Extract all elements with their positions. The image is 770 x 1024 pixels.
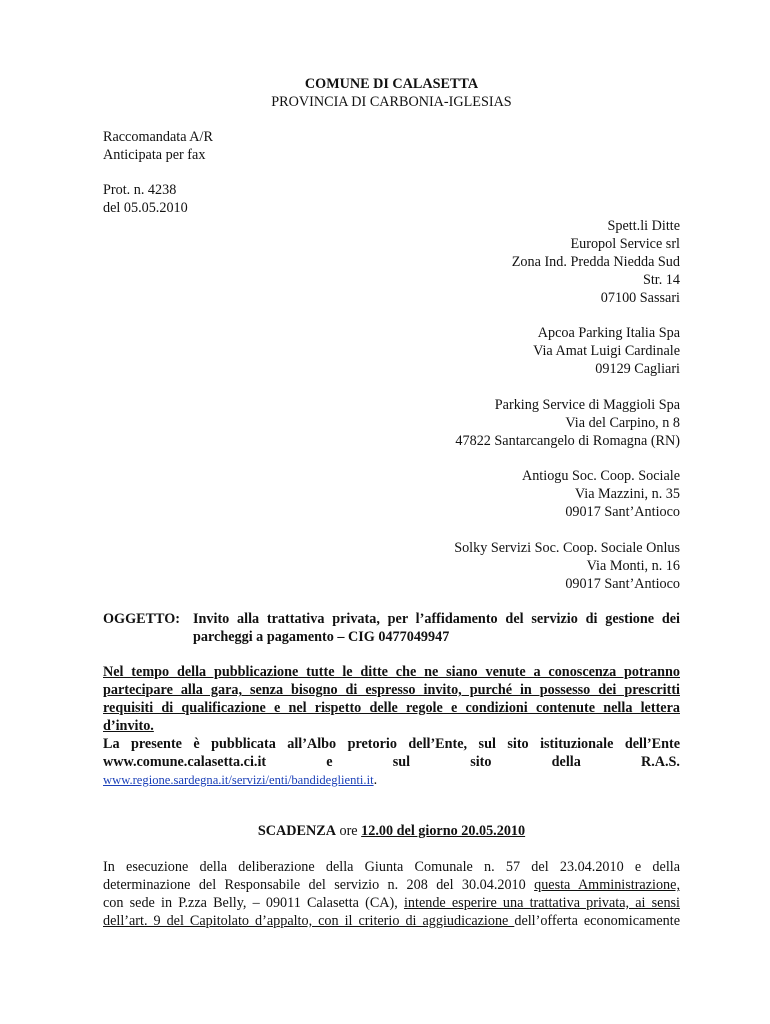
body-line xyxy=(103,912,680,930)
body-line: In esecuzione della deliberazione della Giunta Comunale n. 57 del 23.04.2010 e della xyxy=(103,859,680,875)
body-paragraph xyxy=(103,858,680,930)
body-text: con sede in P.zza Belly, – 09011 Calasetta (CA), xyxy=(103,895,404,911)
letterhead xyxy=(103,75,680,111)
delivery-line: Anticipata per fax xyxy=(103,147,206,163)
comune-title: COMUNE DI CALASETTA xyxy=(304,76,479,92)
address-line: 07100 Sassari xyxy=(600,290,680,306)
protocol-line: Prot. n. 4238 xyxy=(103,182,177,198)
address-line: 09017 Sant’Antioco xyxy=(565,504,680,520)
notice-line: d’invito. xyxy=(103,718,154,734)
recipient-address xyxy=(103,217,680,307)
conjunction-word: e xyxy=(326,754,333,770)
recipient-address xyxy=(103,467,680,521)
address-line: Str. 14 xyxy=(642,272,680,288)
subject-label: OGGETTO: xyxy=(103,611,180,627)
word: sul xyxy=(392,754,411,770)
deadline-label: SCADENZA xyxy=(257,823,336,839)
body-underlined-text: questa Amministrazione, xyxy=(534,877,680,893)
address-line: Apcoa Parking Italia Spa xyxy=(537,325,680,341)
address-line: Via Amat Luigi Cardinale xyxy=(533,343,680,359)
body-underlined-text: dell’art. 9 del Capitolato d’appalto, con il criterio di aggiudicazione xyxy=(103,913,515,929)
address-line: Solky Servizi Soc. Coop. Sociale Onlus xyxy=(454,540,680,556)
address-line: 09017 Sant’Antioco xyxy=(565,576,680,592)
notice-line: partecipare alla gara, senza bisogno di espresso invito, purché in possesso dei prescritti xyxy=(103,682,680,698)
word: della xyxy=(551,754,581,770)
ras-link[interactable]: www.regione.sardegna.it/servizi/enti/bandideglienti.it xyxy=(103,773,374,787)
municipality-website: www.comune.calasetta.ci.it xyxy=(103,754,267,770)
delivery-mode xyxy=(103,128,680,164)
address-line: Zona Ind. Predda Niedda Sud xyxy=(511,254,680,270)
address-line: Spett.li Ditte xyxy=(607,218,680,234)
body-line xyxy=(103,876,680,894)
address-line: Parking Service di Maggioli Spa xyxy=(494,397,680,413)
address-line: Via Monti, n. 16 xyxy=(586,558,680,574)
delivery-line: Raccomandata A/R xyxy=(103,129,213,145)
recipient-address xyxy=(103,396,680,450)
link-suffix: . xyxy=(373,772,378,788)
address-line: 09129 Cagliari xyxy=(595,361,680,377)
notice-line: Nel tempo della pubblicazione tutte le ditte che ne siano venute a conoscenza potranno xyxy=(103,664,680,680)
deadline-time: 12.00 del giorno 20.05.2010 xyxy=(361,823,526,839)
body-line xyxy=(103,894,680,912)
notice-line: requisiti di qualificazione e nel rispetto delle regole e condizioni contenute nella lettera xyxy=(103,700,680,716)
address-line: Antiogu Soc. Coop. Sociale xyxy=(521,468,680,484)
body-text: dell’offerta economicamente xyxy=(514,913,680,929)
address-line: 47822 Santarcangelo di Romagna (RN) xyxy=(455,433,680,449)
address-line: Via del Carpino, n 8 xyxy=(565,415,680,431)
publication-line: La presente è pubblicata all’Albo pretorio dell’Ente, sul sito istituzionale dell’Ente xyxy=(103,736,680,752)
recipient-address xyxy=(103,539,680,593)
body-text: determinazione del Responsabile del servizio n. 208 del 30.04.2010 xyxy=(103,877,535,893)
subject-text xyxy=(193,610,680,646)
deadline-line xyxy=(103,822,680,840)
subject-line: Invito alla trattativa privata, per l’affidamento del servizio di gestione dei xyxy=(193,611,680,627)
protocol-number xyxy=(103,181,680,217)
ras-word: R.A.S. xyxy=(640,754,680,770)
subject-section xyxy=(103,610,680,646)
ras-link-line xyxy=(103,771,680,789)
address-line: Via Mazzini, n. 35 xyxy=(574,486,680,502)
provincia-title: PROVINCIA DI CARBONIA-IGLESIAS xyxy=(271,94,512,110)
body-underlined-text: intende esperire una trattativa privata, ai sensi xyxy=(403,895,680,911)
publication-sites-line xyxy=(103,753,680,771)
deadline-connector: ore xyxy=(335,823,362,839)
publication-notice xyxy=(103,663,680,789)
recipient-address xyxy=(103,324,680,378)
protocol-line: del 05.05.2010 xyxy=(103,200,188,216)
deadline-section xyxy=(103,822,680,840)
address-line: Europol Service srl xyxy=(570,236,680,252)
subject-line: parcheggi a pagamento – CIG 0477049947 xyxy=(193,629,450,645)
word: sito xyxy=(470,754,492,770)
